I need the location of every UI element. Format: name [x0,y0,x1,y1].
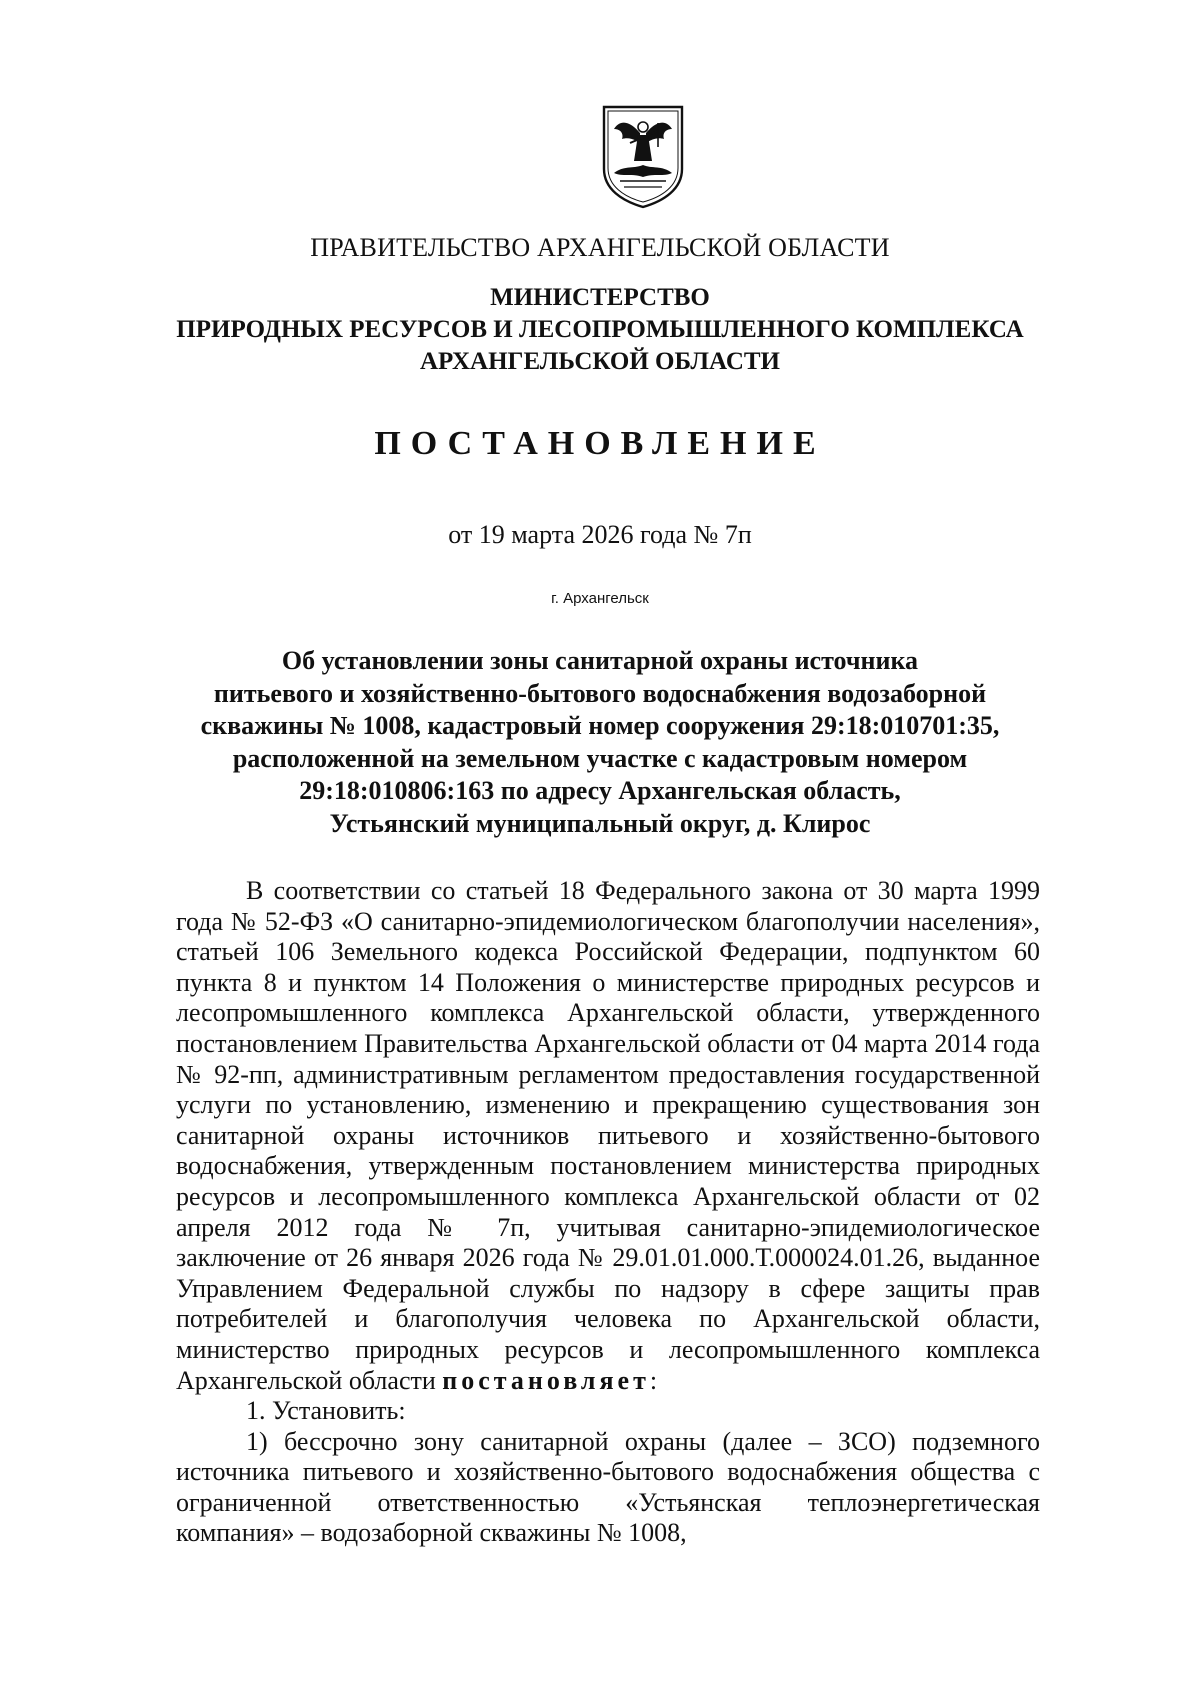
subject-line: 29:18:010806:163 по адресу Архангельская область, [299,776,901,805]
subject-line: Об установлении зоны санитарной охраны источника [281,646,919,675]
document-body [176,876,1040,1549]
ministry-line: АРХАНГЕЛЬСКОЙ ОБЛАСТИ [420,348,780,375]
document-type: ПОСТАНОВЛЕНИЕ [374,425,826,462]
decree-subject [180,645,1020,840]
decree-date-number: от 19 марта 2026 года № 7п [448,520,752,549]
subject-line: питьевого и хозяйственно-бытового водоснабжения водозаборной [213,678,987,708]
subject-line: Устьянский муниципальный округ, д. Клирос [329,808,871,838]
ministry-line: МИНИСТЕРСТВО [490,284,710,311]
resolves-word: постановляет [442,1365,650,1395]
ministry-name [0,282,1200,378]
item-1: 1. Установить: [246,1396,406,1426]
subject-line: расположенной на земельном участке с кадастровым номером [232,743,968,773]
item-1-1: 1) бессрочно зону санитарной охраны (далее – ЗСО) подземного источника питьевого и хозяйственно-бытового водоснабжения общества с ограниченной ответственностью «Устьянская теплоэнергетическая компания» – водозаборной скважины № 1008, [176,1426,1040,1548]
resolves-colon: : [649,1365,658,1395]
subject-line: скважины № 1008, кадастровый номер сооружения 29:18:010701:35, [200,711,1000,740]
ministry-line: ПРИРОДНЫХ РЕСУРСОВ И ЛЕСОПРОМЫШЛЕННОГО КОМПЛЕКСА [176,316,1024,343]
preamble-paragraph [176,876,1040,1396]
city-name: г. Архангельск [551,590,649,607]
coat-of-arms-icon [600,103,686,211]
government-name: ПРАВИТЕЛЬСТВО АРХАНГЕЛЬСКОЙ ОБЛАСТИ [310,233,890,262]
preamble-text: В соответствии со статьей 18 Федерального закона от 30 марта 1999 года № 52-ФЗ «О санитарно-эпидемиологическом благополучии населения», статьей 106 Земельного кодекса Российской Федерации, подпунктом 60 пункта 8 и пунктом 14 Положения о министерстве природных ресурсов и лесопромышленного комплекса Архангельской области, утвержденного постановлением Правительства Архангельской области от 04 марта 2014 года № 92-пп, административным регламентом предоставления государственной услуги по установлению, изменению и прекращению существования зон санитарной охраны источников питьевого и хозяйственно-бытового водоснабжения, утвержденным постановлением министерства природных ресурсов и лесопромышленного комплекса Архангельской области от 02 апреля 2012 года № 7п, учитывая санитарно-эпидемиологическое заключение от 26 января 2026 года № 29.01.01.000.Т.000024.01.26, выданное Управлением Федеральной службы по надзору в сфере защиты прав потребителей и благополучия человека по Архангельской области, министерство природных ресурсов и лесопромышленного комплекса Архангельской области [176,876,1040,1395]
